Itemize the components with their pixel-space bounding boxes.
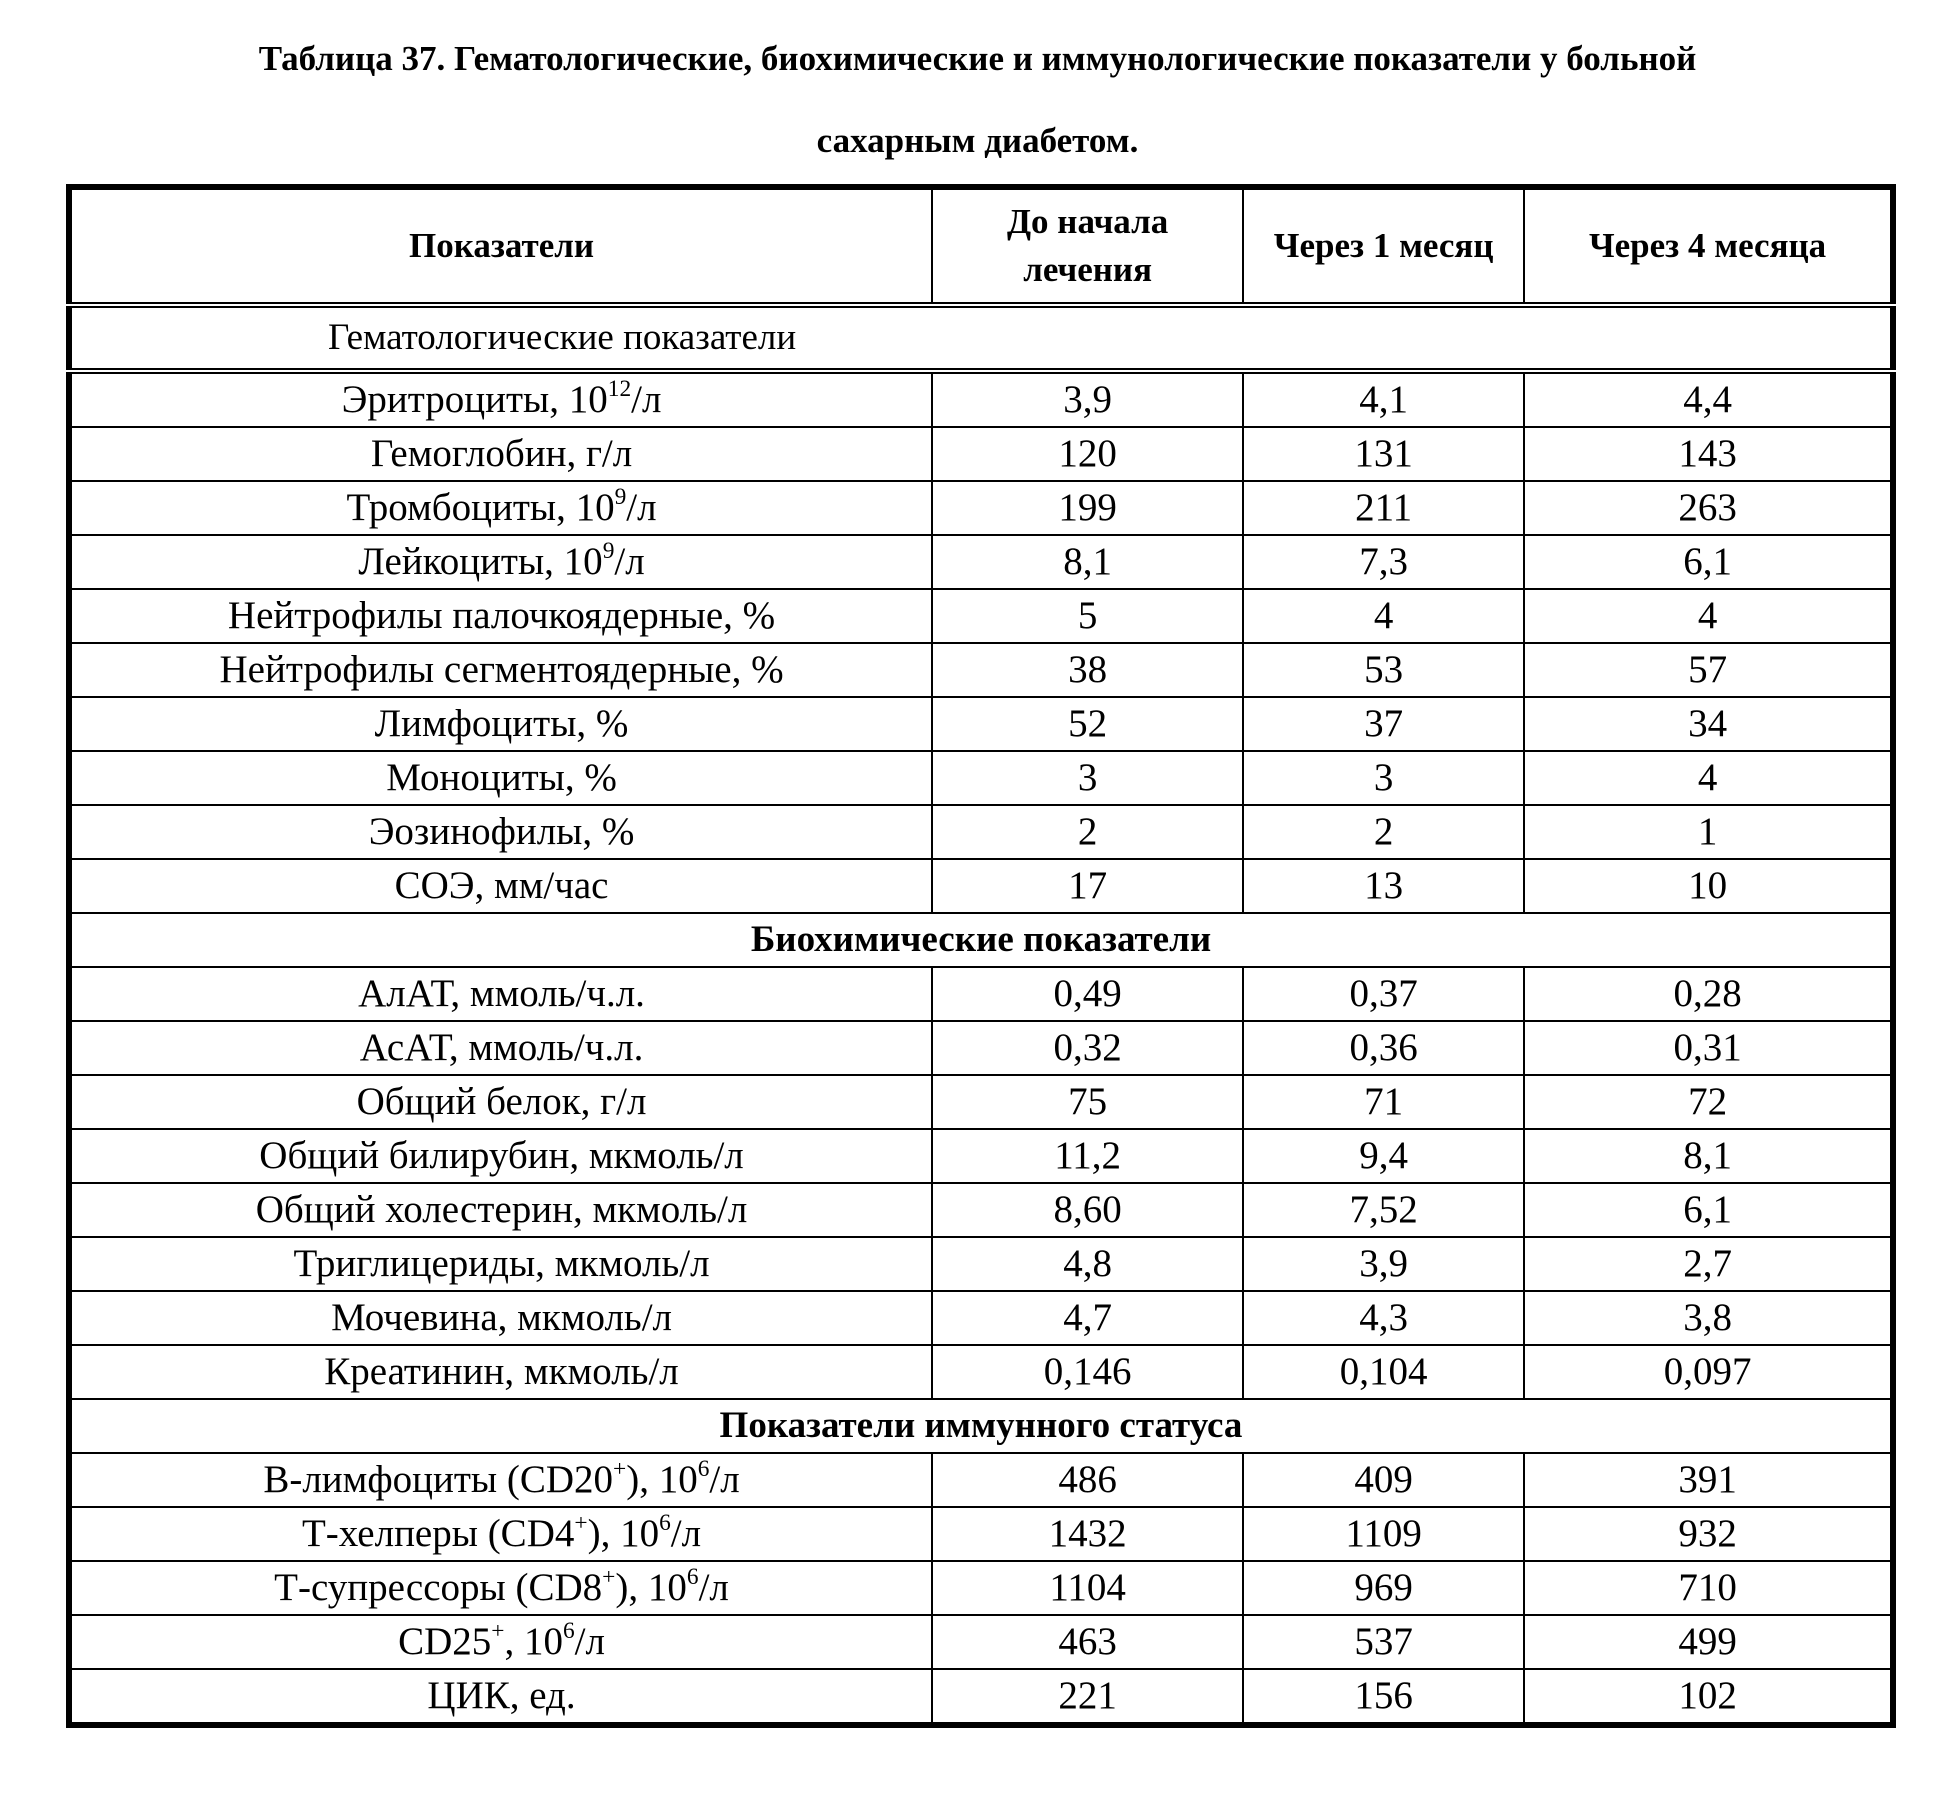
group-title-biochemistry: Биохимические показатели bbox=[69, 913, 1893, 967]
cell-value: 0,097 bbox=[1524, 1345, 1893, 1399]
table-row bbox=[69, 1129, 1893, 1183]
row-label: Эритроциты, $10^{12}/л$ bbox=[69, 371, 932, 427]
cell-value: 0,28 bbox=[1524, 967, 1893, 1021]
cell-value: 10 bbox=[1524, 859, 1893, 913]
cell-value: 211 bbox=[1243, 481, 1524, 535]
cell-value: 13 bbox=[1243, 859, 1524, 913]
table-row bbox=[69, 535, 1893, 589]
column-header-after-1-month: Через 1 месяц bbox=[1243, 187, 1524, 305]
cell-value: 37 bbox=[1243, 697, 1524, 751]
table-row bbox=[69, 1237, 1893, 1291]
row-label: Т-хелперы (CD4+), $10^6/л$ bbox=[69, 1507, 932, 1561]
cell-value: 34 bbox=[1524, 697, 1893, 751]
cell-value: 710 bbox=[1524, 1561, 1893, 1615]
table-row bbox=[69, 805, 1893, 859]
cell-value: 463 bbox=[932, 1615, 1243, 1669]
cell-value: 1104 bbox=[932, 1561, 1243, 1615]
cell-value: 53 bbox=[1243, 643, 1524, 697]
row-label: Нейтрофилы сегментоядерные, % bbox=[69, 643, 932, 697]
cell-value: 71 bbox=[1243, 1075, 1524, 1129]
group-title-hematology: Гематологические показатели bbox=[69, 305, 1893, 371]
cell-value: 499 bbox=[1524, 1615, 1893, 1669]
cell-value: 4 bbox=[1524, 589, 1893, 643]
table-row bbox=[69, 643, 1893, 697]
cell-value: 17 bbox=[932, 859, 1243, 913]
row-label: Мочевина, мкмоль/л bbox=[69, 1291, 932, 1345]
cell-value: 38 bbox=[932, 643, 1243, 697]
caption-line-1: Таблица 37. Гематологические, биохимические и иммунологические показатели у больной bbox=[258, 39, 1697, 78]
cell-value: 0,32 bbox=[932, 1021, 1243, 1075]
row-label: Общий белок, г/л bbox=[69, 1075, 932, 1129]
column-header-before-treatment: До начала лечения bbox=[932, 187, 1243, 305]
cell-value: 969 bbox=[1243, 1561, 1524, 1615]
cell-value: 8,1 bbox=[1524, 1129, 1893, 1183]
row-label: Общий холестерин, мкмоль/л bbox=[69, 1183, 932, 1237]
row-label: АсАТ, ммоль/ч.л. bbox=[69, 1021, 932, 1075]
cell-value: 3,8 bbox=[1524, 1291, 1893, 1345]
cell-value: 2 bbox=[1243, 805, 1524, 859]
cell-value: 156 bbox=[1243, 1669, 1524, 1725]
table-caption bbox=[0, 18, 1955, 182]
table-row bbox=[69, 1345, 1893, 1399]
cell-value: 932 bbox=[1524, 1507, 1893, 1561]
cell-value: 143 bbox=[1524, 427, 1893, 481]
cell-value: 6,1 bbox=[1524, 1183, 1893, 1237]
row-label: Общий билирубин, мкмоль/л bbox=[69, 1129, 932, 1183]
row-label: СОЭ, мм/час bbox=[69, 859, 932, 913]
cell-value: 7,3 bbox=[1243, 535, 1524, 589]
cell-value: 486 bbox=[932, 1453, 1243, 1507]
group-row-biochemistry bbox=[69, 913, 1893, 967]
table-row bbox=[69, 1669, 1893, 1725]
cell-value: 3 bbox=[932, 751, 1243, 805]
cell-value: 57 bbox=[1524, 643, 1893, 697]
cell-value: 0,37 bbox=[1243, 967, 1524, 1021]
table-row bbox=[69, 1075, 1893, 1129]
table-row bbox=[69, 1561, 1893, 1615]
row-label: Моноциты, % bbox=[69, 751, 932, 805]
caption-line-2: сахарным диабетом. bbox=[816, 121, 1139, 160]
cell-value: 1432 bbox=[932, 1507, 1243, 1561]
row-label: В-лимфоциты (CD20+), $10^6/л$ bbox=[69, 1453, 932, 1507]
row-label: Креатинин, мкмоль/л bbox=[69, 1345, 932, 1399]
cell-value: 4,4 bbox=[1524, 371, 1893, 427]
cell-value: 4,1 bbox=[1243, 371, 1524, 427]
cell-value: 8,60 bbox=[932, 1183, 1243, 1237]
column-header-after-4-months: Через 4 месяца bbox=[1524, 187, 1893, 305]
table-row bbox=[69, 1291, 1893, 1345]
cell-value: 3 bbox=[1243, 751, 1524, 805]
cell-value: 537 bbox=[1243, 1615, 1524, 1669]
row-label: Нейтрофилы палочкоядерные, % bbox=[69, 589, 932, 643]
cell-value: 120 bbox=[932, 427, 1243, 481]
cell-value: 52 bbox=[932, 697, 1243, 751]
group-title-immune-status: Показатели иммунного статуса bbox=[69, 1399, 1893, 1453]
cell-value: 409 bbox=[1243, 1453, 1524, 1507]
cell-value: 1109 bbox=[1243, 1507, 1524, 1561]
table-row bbox=[69, 371, 1893, 427]
cell-value: 199 bbox=[932, 481, 1243, 535]
table-header-row bbox=[69, 187, 1893, 305]
row-label: Т-супрессоры (CD8+), $10^6/л$ bbox=[69, 1561, 932, 1615]
group-row-hematology bbox=[69, 305, 1893, 371]
row-label: Эозинофилы, % bbox=[69, 805, 932, 859]
table-row bbox=[69, 967, 1893, 1021]
cell-value: 102 bbox=[1524, 1669, 1893, 1725]
row-label: Триглицериды, мкмоль/л bbox=[69, 1237, 932, 1291]
cell-value: 2,7 bbox=[1524, 1237, 1893, 1291]
cell-value: 0,36 bbox=[1243, 1021, 1524, 1075]
cell-value: 4,3 bbox=[1243, 1291, 1524, 1345]
row-label: Лимфоциты, % bbox=[69, 697, 932, 751]
row-label: Лейкоциты, $10^9/л$ bbox=[69, 535, 932, 589]
cell-value: 4,7 bbox=[932, 1291, 1243, 1345]
cell-value: 6,1 bbox=[1524, 535, 1893, 589]
column-header-indicator: Показатели bbox=[69, 187, 932, 305]
table-row bbox=[69, 697, 1893, 751]
table-row bbox=[69, 1021, 1893, 1075]
row-label: CD25+, $10^6/л$ bbox=[69, 1615, 932, 1669]
cell-value: 4 bbox=[1524, 751, 1893, 805]
cell-value: 391 bbox=[1524, 1453, 1893, 1507]
cell-value: 1 bbox=[1524, 805, 1893, 859]
group-row-immune-status bbox=[69, 1399, 1893, 1453]
cell-value: 3,9 bbox=[1243, 1237, 1524, 1291]
cell-value: 11,2 bbox=[932, 1129, 1243, 1183]
table-row bbox=[69, 1453, 1893, 1507]
cell-value: 4 bbox=[1243, 589, 1524, 643]
row-label: ЦИК, ед. bbox=[69, 1669, 932, 1725]
row-label: Гемоглобин, г/л bbox=[69, 427, 932, 481]
table-row bbox=[69, 1615, 1893, 1669]
cell-value: 9,4 bbox=[1243, 1129, 1524, 1183]
table-row bbox=[69, 427, 1893, 481]
cell-value: 0,31 bbox=[1524, 1021, 1893, 1075]
table-row bbox=[69, 751, 1893, 805]
cell-value: 8,1 bbox=[932, 535, 1243, 589]
cell-value: 75 bbox=[932, 1075, 1243, 1129]
cell-value: 221 bbox=[932, 1669, 1243, 1725]
cell-value: 72 bbox=[1524, 1075, 1893, 1129]
cell-value: 3,9 bbox=[932, 371, 1243, 427]
cell-value: 2 bbox=[932, 805, 1243, 859]
cell-value: 263 bbox=[1524, 481, 1893, 535]
indicators-table bbox=[66, 184, 1896, 1728]
table-row bbox=[69, 859, 1893, 913]
cell-value: 131 bbox=[1243, 427, 1524, 481]
cell-value: 0,49 bbox=[932, 967, 1243, 1021]
table-row bbox=[69, 589, 1893, 643]
table-row bbox=[69, 1507, 1893, 1561]
cell-value: 0,104 bbox=[1243, 1345, 1524, 1399]
row-label: АлАТ, ммоль/ч.л. bbox=[69, 967, 932, 1021]
cell-value: 5 bbox=[932, 589, 1243, 643]
cell-value: 4,8 bbox=[932, 1237, 1243, 1291]
table-row bbox=[69, 481, 1893, 535]
cell-value: 0,146 bbox=[932, 1345, 1243, 1399]
table-row bbox=[69, 1183, 1893, 1237]
cell-value: 7,52 bbox=[1243, 1183, 1524, 1237]
row-label: Тромбоциты, $10^9/л$ bbox=[69, 481, 932, 535]
